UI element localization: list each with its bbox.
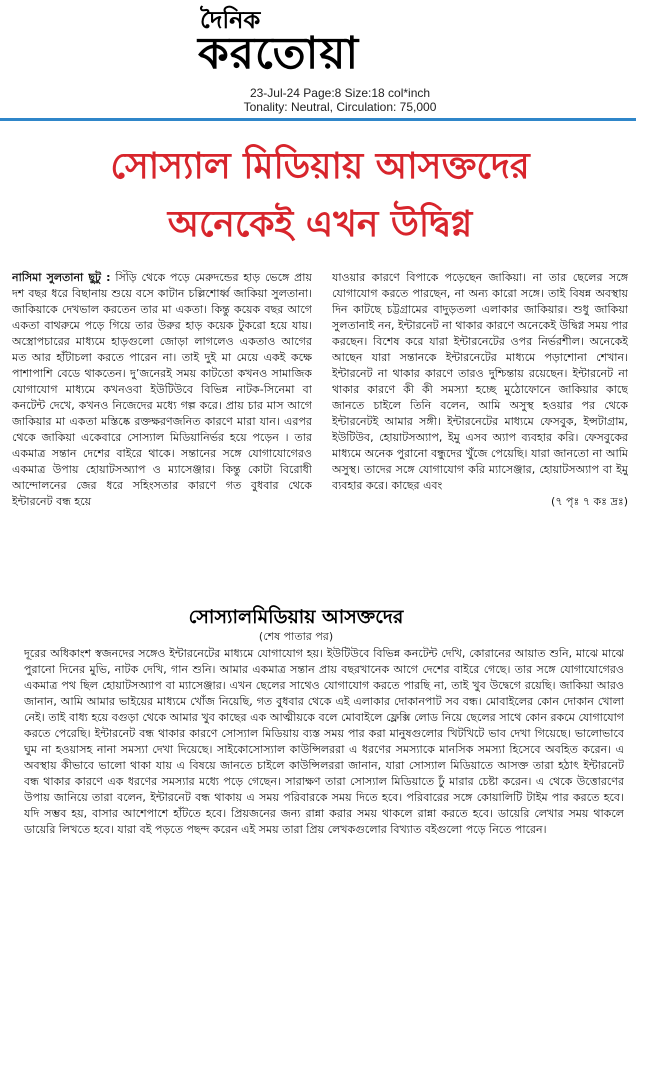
continuation-text: দূরের অধিকাংশ স্বজনদের সঙ্গেও ইন্টারনেটের মাধ্যমে যোগাযোগ হয়। ইউটিউবে বিভিন্ন কনটেন্ট দেখি, কোরানের আয়াত শুনি, মাঝে মাঝে পুরানো দিনের মুভি, নাটক দেখি, গান শুনি। আমার একমাত্র সন্তান প্রায় বছরখানেক আগে দেশের বাইরে গেছে। তার সঙ্গে যোগাযোগেরও একমাত্র পথ ছিল হোয়াটসঅ্যাপ বা ম্যাসেঞ্জার। এখন ছেলের সাথেও যোগাযোগ করতে পারছি না, তাই খুব উদ্বেগে রয়েছি। জাকিয়া আরও জানান, আমি আমার ভাইয়ের মাধ্যমে খোঁজ নিয়েছি, গত বুধবার থেকে এই এলাকার দোকানপাট সব বন্ধ। মোবাইলের কোন দোকান খোলা নেই। তাই বাধ্য হয়ে বগুড়া থেকে আমার খুব কাছের এক আত্মীয়কে বলে মোবাইলে ফ্লেক্সি লোড নিয়ে ছেলের সাথে কোন রকমে যোগাযোগ করতে পেরেছি। ইন্টারনেট বন্ধ থাকার কারণে সোস্যাল মিডিয়ায় ব্যস্ত সময় পার করা মানুষগুলোর খিটখিটে ভাব দেখা গিয়েছে। ভালোভাবে ঘুম না হওয়াসহ নানা সমস্যা দেখা দিয়েছে। সাইকোসোস্যাল কাউন্সিলররা এ ধরণের সমস্যাকে মানসিক সমস্যা হিসেবে অবহিত করেন। এ অবস্থায় কীভাবে ভালো থাকা যায় এ বিষয়ে জানতে চাইলে কাউন্সিলররা জানান, যারা সোস্যাল মিডিয়াতে আসক্ত তারা হঠাৎ ইন্টারনেট বন্ধ থাকার কারণে এক ধরণের সমস্যার মধ্যে পড়ে গেছেন। সারাক্ষণ তারা সোস্যাল মিডিয়াতে ঢুঁ মারার চেষ্টা করেন। এ থেকে উত্তোরণের উপায় জানিয়ে তারা বলেন, ইন্টারনেট বন্ধ থাকায় এ সময় পরিবারকে সময় দিতে হবে। পরিবারের সঙ্গে কোয়ালিটি টাইম পার করতে হবে। যদি সম্ভব হয়, বাসার আশেপাশে হাঁটতে হবে। প্রিয়জনের জন্য রান্না করার সময় থাকলে রান্না করতে হবে। ডায়েরি লেখার সময় থাকলে ডায়েরি লিখতে হবে। যারা বই পড়তে পছন্দ করেন এই সময় তারা প্রিয় লেখকগুলোর বিখ্যাত বইগুলো পড়ে নিতে পারেন। [24,647,624,836]
newspaper-name-small: দৈনিক [200,6,261,34]
continuation-column [24,646,624,1056]
continuation-heading: সোস্যালমিডিয়ায় আসক্তদের [188,606,404,628]
continuation-note: (শেষ পাতার পর) [258,630,334,643]
clipping-meta-circulation: Tonality: Neutral, Circulation: 75,000 [243,100,437,114]
article-right-text: যাওয়ার কারণে বিপাকে পড়েছেন জাকিয়া। না তার ছেলের সঙ্গে যোগাযোগ করতে পারছেন, না অন্য কারো সঙ্গে। তাই বিষন্ন অবস্থায় দিন কাটছে চট্টগ্রামের বাদুড়তলা এলাকার জাকিয়ার। শুধু জাকিয়া সুলতানাই নন, ইন্টারনেট না থাকার কারণে অনেকেই উদ্বিগ্ন সময় পার করছেন। বিশেষ করে যারা ইন্টারনেটের ওপর নির্ভরশীল। অনেকেই আছেন যারা সন্তানকে ইন্টারনেটের মাধ্যমে পড়াশোনা শেখান। ইন্টারনেট না থাকার কারণে তারও দুশ্চিন্তায় রয়েছেন। ইন্টারনেট না থাকার কারণে কী কী সমস্যা হচ্ছে মুঠোফোনে জাকিয়ার কাছে জানতে চাইলে তিনি বলেন, আমি অসুস্থ হওয়ার পর থেকে ইন্টারনেটই আমার সঙ্গী। ইন্টারনেটের মাধ্যমে ফেসবুক, ইন্সটাগ্রাম, ইউটিউব, হোয়াটসঅ্যাপ, ইমু এসব অ্যাপ ব্যবহার করি। ফেসবুকের মাধ্যমে অনেক পুরানো বন্ধুদের খুঁজে পেয়েছি। যারা জানতো না আমি অসুস্থ। তাদের সঙ্গে যোগাযোগ করি ম্যাসেঞ্জার, হোয়াটসঅ্যাপ বা ইমু ব্যবহার করে। কাছের এবং [332,271,628,492]
masthead [0,0,666,116]
article-column-left [12,270,312,582]
newspaper-name-logo: করতোয়া [198,28,360,79]
clipping-meta-date: 23-Jul-24 Page:8 Size:18 col*inch [249,86,431,100]
headline-line-1: সোস্যাল মিডিয়ায় আসক্তদের [110,146,530,187]
headline-line-2: অনেকেই এখন উদ্বিগ্ন [167,204,473,245]
headline [10,138,630,254]
article-left-text: সিঁড়ি থেকে পড়ে মেরুদন্ডের হাড় ভেঙ্গে প্রায় দশ বছর ধরে বিছানায় শুয়ে বসে কাটান চল্লিশোর্ধ্ব জাকিয়া সুলতানা। জাকিয়াকে দেখভাল করতেন তার মা একতা। কিন্তু কয়েক বছর আগে একতা বাথরুমে পড়ে গিয়ে তার উরুর হাড় কয়েক টুকরো হয়ে যায়। অস্ত্রোপচারের মাধ্যমে হাড়গুলো জোড়া লাগলেও একতাও আগের মত আর হাঁটাচলা করতে পারেন না। তাই দুই মা মেয়ে একই কক্ষে পাশাপাশি বেডে থাকতেন। দু’জনেরই সময় কাটতো কখনও সামাজিক যোগাযোগ মাধ্যমে কখনওবা ইউটিউবে বিভিন্ন নাটক-সিনেমা বা কনটেন্ট দেখে, কখনও নিজেদের মধ্যে গল্প করে। প্রায় চার মাস আগে জাকিয়ার মা একতা মস্তিষ্কে রক্তক্ষরণজনিত কারণে মারা যান। এরপর থেকে জাকিয়া একেবারে সোস্যাল মিডিয়ানির্ভর হয়ে পড়েন । তার একমাত্র সন্তান দেশের বাইরে থাকে। সন্তানের সঙ্গে যোগাযোগেরও একমাত্র উপায় হোয়াটসঅ্যাপ ও ম্যাসেঞ্জার। কিন্তু কোটা বিরোধী আন্দোলনের জের ধরে সহিংসতার কারণে গত বুধবার থেকে ইন্টারনেট বন্ধ হয়ে [12,271,312,508]
jump-reference: (৭ পৃঃ ৭ কঃ দ্রঃ) [551,495,628,508]
byline: নাসিমা সুলতানা ছুটু : [12,271,111,284]
header-rule [0,118,636,121]
article-column-right [332,270,628,600]
